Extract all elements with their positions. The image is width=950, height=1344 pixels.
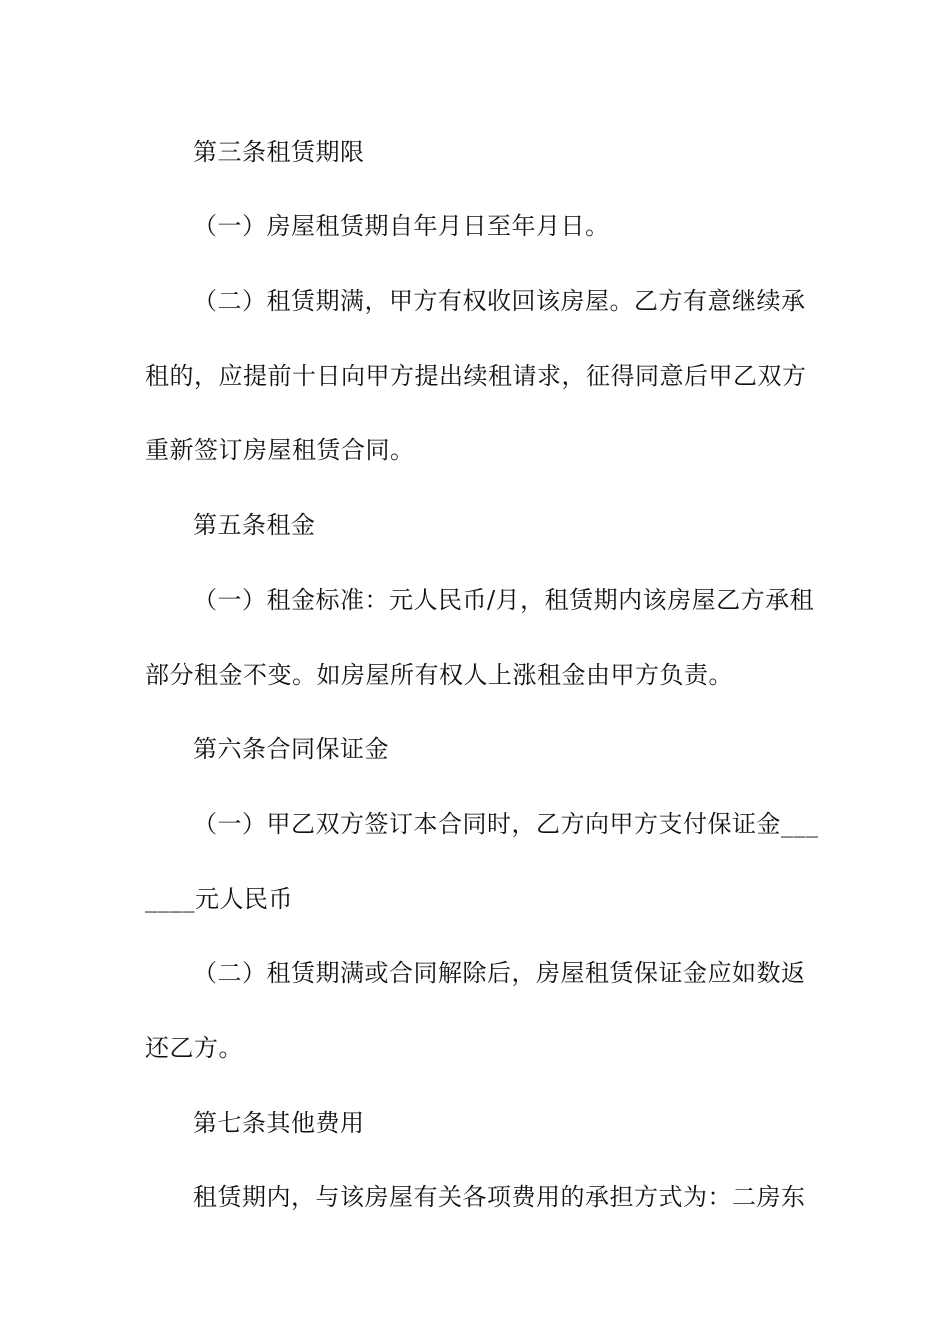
heading-article-3: 第三条租赁期限 xyxy=(193,138,365,166)
paragraph-line: 部分租金不变。如房屋所有权人上涨租金由甲方负责。 xyxy=(145,661,733,689)
paragraph-line: （二）租赁期满或合同解除后，房屋租赁保证金应如数返 xyxy=(193,959,806,987)
heading-article-5: 第五条租金 xyxy=(193,511,316,539)
heading-article-6: 第六条合同保证金 xyxy=(193,735,389,763)
paragraph-line: ____元人民币 xyxy=(145,885,293,913)
paragraph-line: （二）租赁期满，甲方有权收回该房屋。乙方有意继续承 xyxy=(193,287,806,315)
paragraph-line: （一）租金标准：元人民币/月，租赁期内该房屋乙方承租 xyxy=(193,586,815,614)
heading-article-7: 第七条其他费用 xyxy=(193,1109,365,1137)
paragraph-line: （一）甲乙双方签订本合同时，乙方向甲方支付保证金___ xyxy=(193,810,819,838)
paragraph-line: 租的，应提前十日向甲方提出续租请求，征得同意后甲乙双方 xyxy=(145,362,807,390)
paragraph-line: （一）房屋租赁期自年月日至年月日。 xyxy=(193,212,610,240)
paragraph-line: 还乙方。 xyxy=(145,1034,243,1062)
paragraph-line: 租赁期内，与该房屋有关各项费用的承担方式为：二房东 xyxy=(193,1183,806,1211)
paragraph-line: 重新签订房屋租赁合同。 xyxy=(145,436,415,464)
